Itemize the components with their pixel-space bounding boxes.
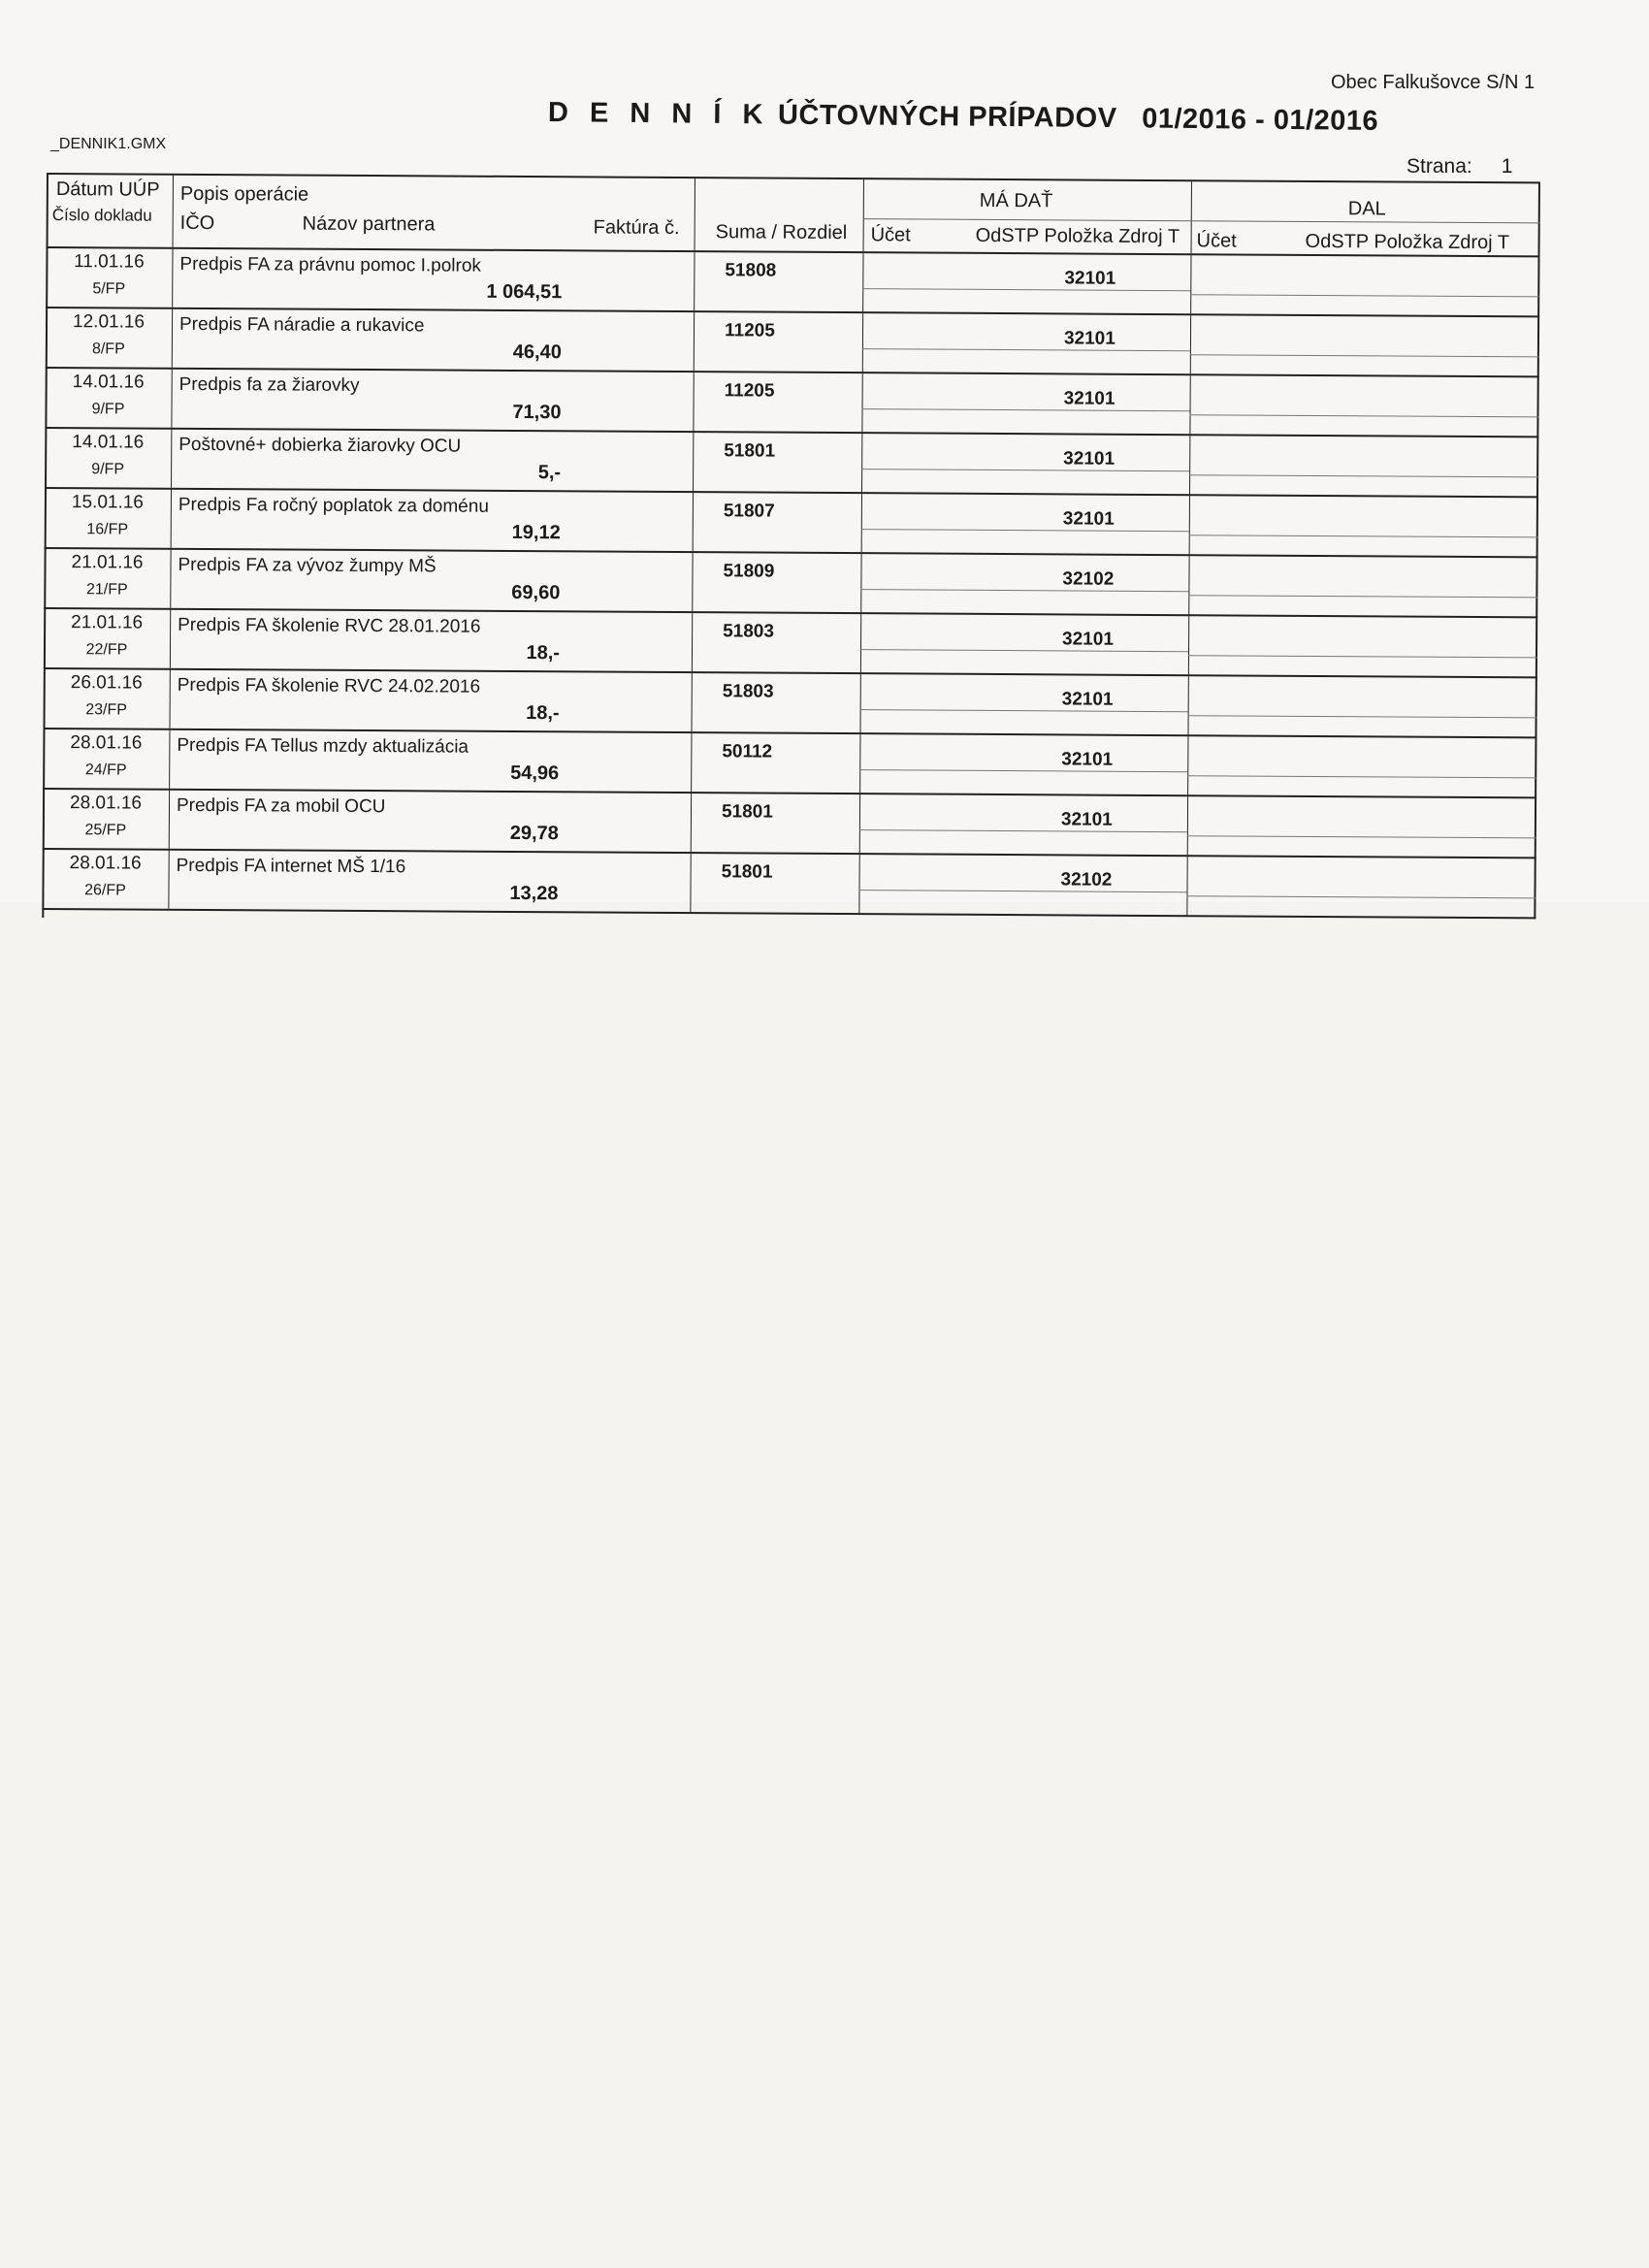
row-doc-no: 22/FP (85, 641, 128, 659)
row-date: 14.01.16 (72, 432, 145, 453)
row-debit-account: 11205 (724, 380, 775, 402)
row-debit-account: 51808 (725, 260, 777, 281)
table-row (43, 729, 1536, 798)
row-description: Predpis FA za vývoz žumpy MŠ (178, 554, 436, 577)
row-amount: 18,- (526, 702, 560, 725)
col-amount: Suma / Rozdiel (715, 221, 848, 244)
row-description: Predpis Fa ročný poplatok za doménu (178, 494, 489, 517)
table-row (43, 669, 1536, 738)
row-amount: 69,60 (511, 581, 561, 604)
row-amount: 71,30 (512, 401, 562, 424)
row-credit-account: 32101 (1062, 508, 1115, 530)
table-header (47, 173, 1540, 257)
col-debit-group: MÁ DAŤ (979, 189, 1053, 212)
row-doc-no: 5/FP (92, 280, 126, 298)
row-doc-no: 9/FP (91, 461, 125, 478)
row-debit-account: 50112 (722, 741, 773, 762)
row-date: 26.01.16 (70, 672, 143, 694)
col-credit-group: DAL (1347, 198, 1386, 220)
row-date: 21.01.16 (71, 612, 144, 633)
table-row (42, 850, 1536, 919)
table-row (45, 369, 1538, 437)
row-description: Predpis FA školenie RVC 24.02.2016 (177, 674, 481, 697)
row-date: 14.01.16 (72, 372, 145, 393)
row-date: 28.01.16 (70, 732, 143, 754)
table-row (44, 549, 1537, 618)
row-credit-account: 32101 (1060, 809, 1113, 830)
table-row (46, 248, 1539, 317)
row-credit-account: 32101 (1061, 689, 1114, 710)
row-description: Predpis FA školenie RVC 28.01.2016 (178, 614, 481, 637)
col-credit-account: Účet (1196, 230, 1237, 252)
row-credit-account: 32101 (1062, 629, 1114, 650)
journal-table (42, 173, 1540, 926)
table-row (45, 429, 1538, 498)
row-date: 28.01.16 (69, 853, 142, 874)
row-credit-account: 32101 (1064, 268, 1116, 289)
row-credit-account: 32102 (1062, 568, 1115, 590)
table-row (43, 790, 1536, 859)
row-doc-no: 16/FP (86, 521, 129, 538)
table-row (45, 489, 1538, 558)
row-doc-no: 26/FP (84, 882, 126, 899)
row-credit-account: 32101 (1063, 328, 1116, 349)
row-debit-account: 51801 (721, 801, 773, 823)
row-description: Predpis FA Tellus mzdy aktualizácia (177, 734, 469, 758)
table-row (44, 609, 1537, 678)
row-amount: 46,40 (512, 340, 562, 364)
row-date: 28.01.16 (69, 793, 143, 814)
col-credit-detail: OdSTP Položka Zdroj T (1305, 230, 1510, 254)
row-date: 21.01.16 (71, 552, 144, 573)
row-amount: 13,28 (509, 882, 559, 905)
row-description: Predpis FA za mobil OCU (176, 794, 386, 818)
row-debit-account: 51803 (722, 681, 774, 702)
row-description: Predpis FA internet MŠ 1/16 (176, 855, 406, 878)
row-date: 12.01.16 (73, 311, 146, 333)
col-doc-no: Číslo dokladu (51, 206, 152, 225)
row-credit-account: 32101 (1063, 448, 1116, 470)
row-credit-account: 32101 (1061, 749, 1114, 770)
row-debit-account: 11205 (724, 320, 775, 341)
row-doc-no: 8/FP (91, 340, 125, 358)
row-doc-no: 23/FP (85, 701, 128, 719)
row-amount: 29,78 (509, 822, 559, 845)
col-debit-detail: OdSTP Položka Zdroj T (975, 224, 1180, 248)
page-label: Strana: (1406, 155, 1472, 178)
row-description: Poštovné+ dobierka žiarovky OCU (178, 434, 462, 457)
row-credit-account: 32101 (1063, 388, 1116, 409)
col-partner: Názov partnera (302, 212, 436, 236)
title-journal: D E N N Í K (547, 97, 770, 131)
row-description: Predpis fa za žiarovky (178, 373, 360, 396)
row-description: Predpis FA náradie a rukavice (178, 313, 425, 337)
col-description: Popis operácie (179, 182, 309, 206)
file-code: _DENNIK1.GMX (50, 136, 167, 152)
page-indicator (1406, 155, 1512, 178)
row-doc-no: 9/FP (91, 401, 125, 418)
row-doc-no: 21/FP (85, 581, 128, 599)
title-main: ÚČTOVNÝCH PRÍPADOV (777, 99, 1117, 135)
row-debit-account: 51803 (723, 621, 775, 642)
row-amount: 19,12 (511, 521, 561, 544)
row-credit-account: 32102 (1060, 869, 1113, 891)
row-description: Predpis FA za právnu pomoc I.polrok (179, 253, 481, 276)
row-amount: 5,- (537, 462, 562, 484)
row-amount: 18,- (526, 642, 561, 664)
row-amount: 54,96 (510, 761, 560, 785)
row-amount: 1 064,51 (486, 280, 563, 304)
table-body (42, 248, 1539, 919)
page-number: 1 (1501, 155, 1513, 178)
row-doc-no: 25/FP (84, 822, 127, 839)
col-ico: IČO (179, 211, 215, 235)
row-debit-account: 51809 (723, 561, 775, 582)
title-period: 01/2016 - 01/2016 (1142, 103, 1379, 137)
row-debit-account: 51801 (724, 440, 776, 462)
row-date: 15.01.16 (71, 492, 144, 513)
row-debit-account: 51807 (723, 501, 775, 522)
row-doc-no: 24/FP (84, 761, 127, 779)
col-debit-account: Účet (870, 224, 911, 246)
col-date: Dátum UÚP (55, 178, 160, 201)
row-date: 11.01.16 (74, 251, 145, 273)
row-debit-account: 51801 (721, 861, 773, 883)
table-row (46, 308, 1539, 377)
organization-name: Obec Falkušovce S/N 1 (1331, 72, 1536, 93)
col-invoice: Faktúra č. (593, 216, 680, 239)
